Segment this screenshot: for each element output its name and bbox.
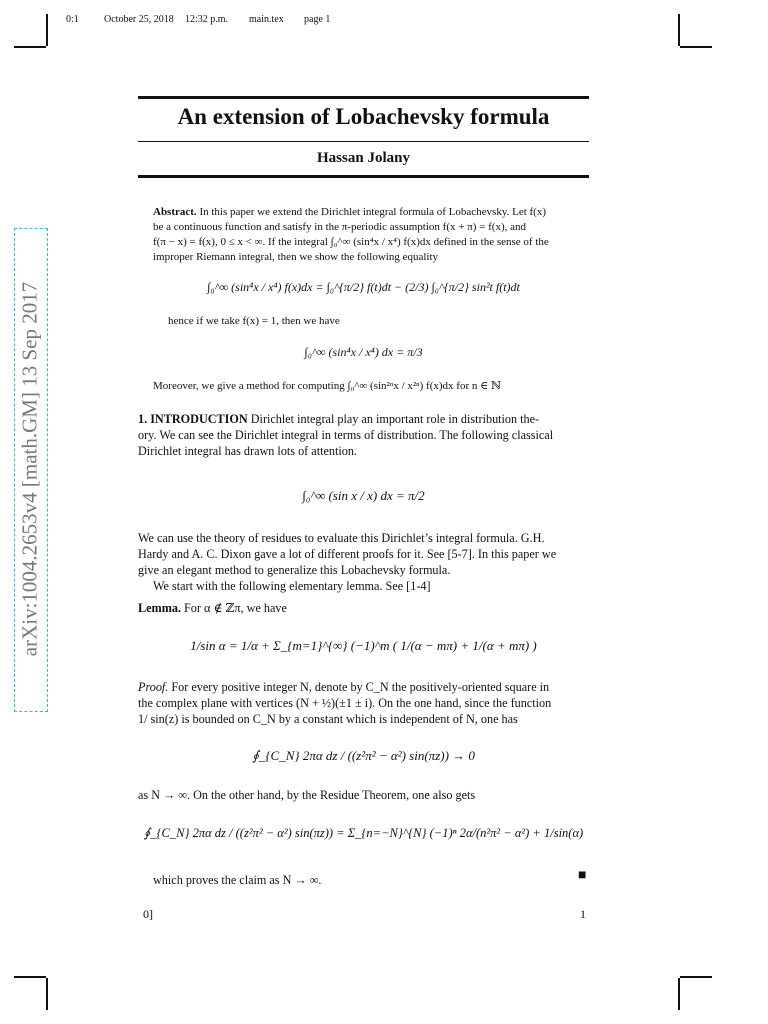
crop-mark — [14, 46, 46, 48]
dirichlet-equation: ∫₀^∞ (sin x / x) dx = π/2 — [302, 488, 425, 503]
header-counter: 0:1 — [66, 14, 79, 25]
header-date: October 25, 2018 — [104, 14, 174, 25]
intro-line: give an elegant method to generalize this Lobachevsky formula. — [138, 563, 451, 577]
author-name: Hassan Jolany — [317, 150, 410, 166]
crop-mark — [46, 978, 48, 1010]
proof-label: Proof. — [138, 680, 169, 694]
proof-line: 1/ sin(z) is bounded on C_N by a constant which is independent of N, one has — [138, 712, 518, 726]
header-time: 12:32 p.m. — [185, 14, 229, 25]
abstract-line: improper Riemann integral, then we show the following equality — [153, 251, 439, 263]
proof-equation-2: ∮_{C_N} 2πα dz / ((z²π² − α²) sin(πz)) = Σ_{n=−N}^{N} (−1)ⁿ 2α/(n²π² − α²) + 1/sin(α) — [143, 826, 584, 840]
proof-line: the complex plane with vertices (N + ½)(±1 ± i). On the one hand, since the function — [138, 696, 552, 710]
abstract-line: f(π − x) = f(x), 0 ≤ x < ∞. If the integral ∫₀^∞ (sin⁴x / x⁴) f(x)dx defined in the sense of the — [153, 236, 549, 248]
proof-line: which proves the claim as N → ∞. — [153, 873, 322, 887]
title-rule-bottom — [138, 175, 589, 178]
lemma-statement: Lemma. For α ∉ ℤπ, we have — [138, 601, 287, 615]
proof-equation-1: ∮_{C_N} 2πα dz / ((z²π² − α²) sin(πz)) → 0 — [252, 748, 475, 763]
title-rule-top — [138, 96, 589, 99]
intro-line: We can use the theory of residues to evaluate this Dirichlet’s integral formula. G.H. — [138, 531, 545, 545]
crop-mark — [680, 976, 712, 978]
page-number: 1 — [580, 907, 586, 921]
footer-left: 0] — [143, 907, 153, 921]
proof-line: Proof. For every positive integer N, denote by C_N the positively-oriented square in — [138, 680, 550, 694]
lemma-equation: 1/sin α = 1/α + Σ_{m=1}^{∞} (−1)^m ( 1/(α − mπ) + 1/(α + mπ) ) — [190, 638, 537, 653]
abstract-line: Moreover, we give a method for computing ∫₀^∞ (sin²ⁿx / x²ⁿ) f(x)dx for n ∈ ℕ — [153, 380, 502, 392]
section-heading: 1. INTRODUCTION — [138, 412, 248, 426]
qed-symbol: ■ — [578, 868, 587, 883]
abstract-line: Abstract. In this paper we extend the Dirichlet integral formula of Lobachevsky. Let f(x) — [153, 206, 547, 218]
crop-mark — [680, 46, 712, 48]
crop-mark — [678, 14, 680, 46]
crop-mark — [14, 976, 46, 978]
arxiv-stamp: arXiv:1004.2653v4 [math.GM] 13 Sep 2017 — [17, 281, 42, 657]
proof-line: as N → ∞. On the other hand, by the Residue Theorem, one also gets — [138, 788, 476, 802]
crop-mark — [678, 978, 680, 1010]
paper-title: An extension of Lobachevsky formula — [177, 104, 550, 129]
intro-line: We start with the following elementary lemma. See [1-4] — [153, 579, 431, 593]
header-page: page 1 — [304, 14, 331, 25]
lemma-label: Lemma. — [138, 601, 181, 615]
intro-line: Hardy and A. C. Dixon gave a lot of different proofs for it. See [5-7]. In this paper we — [138, 547, 557, 561]
abstract-equation-1: ∫₀^∞ (sin⁴x / x⁴) f(x)dx = ∫₀^{π/2} f(t)dt − (2/3) ∫₀^{π/2} sin²t f(t)dt — [207, 280, 520, 294]
intro-line: 1. INTRODUCTION Dirichlet integral play an important role in distribution the- — [138, 412, 540, 426]
abstract-line: be a continuous function and satisfy in the π-periodic assumption f(x + π) = f(x), and — [153, 221, 526, 233]
crop-mark — [46, 14, 48, 46]
abstract-equation-2: ∫₀^∞ (sin⁴x / x⁴) dx = π/3 — [304, 345, 423, 359]
abstract-label: Abstract. — [153, 206, 197, 218]
intro-line: ory. We can see the Dirichlet integral in terms of distribution. The following classical — [138, 428, 554, 442]
header-file: main.tex — [249, 14, 284, 25]
intro-line: Dirichlet integral has drawn lots of attention. — [138, 444, 357, 458]
title-rule-middle — [138, 141, 589, 142]
abstract-line: hence if we take f(x) = 1, then we have — [168, 315, 340, 327]
